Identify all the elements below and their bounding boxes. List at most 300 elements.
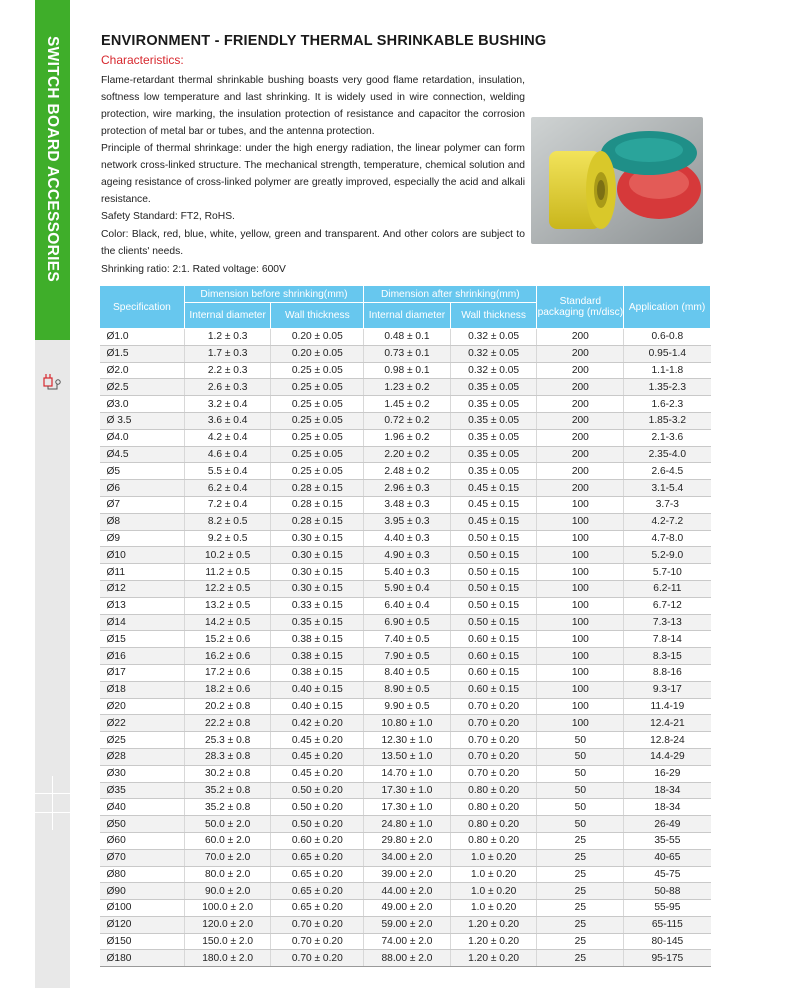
internal-after-cell: 74.00 ± 2.0 [364,933,451,950]
application-cell: 0.95-1.4 [624,345,711,362]
internal-after-cell: 4.40 ± 0.3 [364,530,451,547]
application-cell: 3.7-3 [624,496,711,513]
table-row [100,580,711,597]
packaging-cell: 100 [537,631,624,648]
wall-before-cell: 0.25 ± 0.05 [271,379,364,396]
spec-cell: Ø30 [100,765,185,782]
internal-after-cell: 8.40 ± 0.5 [364,664,451,681]
spec-table [99,285,711,967]
application-cell: 6.2-11 [624,580,711,597]
wall-after-cell: 0.80 ± 0.20 [450,816,537,833]
spec-cell: Ø 3.5 [100,412,185,429]
table-row [100,816,711,833]
wall-after-cell: 0.32 ± 0.05 [450,329,537,346]
internal-after-cell: 4.90 ± 0.3 [364,547,451,564]
internal-before-cell: 28.3 ± 0.8 [184,748,271,765]
internal-after-cell: 0.72 ± 0.2 [364,412,451,429]
spec-cell: Ø22 [100,715,185,732]
table-row [100,564,711,581]
internal-after-cell: 6.90 ± 0.5 [364,614,451,631]
wall-after-cell: 1.20 ± 0.20 [450,933,537,950]
wall-after-cell: 0.50 ± 0.15 [450,580,537,597]
wall-after-cell: 0.60 ± 0.15 [450,681,537,698]
header-wall-thickness-after: Wall thickness [450,303,537,329]
sidebar-gray-band [35,340,70,988]
spec-cell: Ø1.5 [100,345,185,362]
product-photo [531,117,703,244]
packaging-cell: 50 [537,799,624,816]
table-row [100,345,711,362]
packaging-cell: 100 [537,698,624,715]
internal-before-cell: 14.2 ± 0.5 [184,614,271,631]
application-cell: 1.1-1.8 [624,362,711,379]
table-row [100,362,711,379]
wall-after-cell: 1.0 ± 0.20 [450,883,537,900]
wall-before-cell: 0.50 ± 0.20 [271,782,364,799]
application-cell: 5.2-9.0 [624,547,711,564]
internal-before-cell: 25.3 ± 0.8 [184,732,271,749]
internal-before-cell: 12.2 ± 0.5 [184,580,271,597]
application-cell: 0.6-0.8 [624,329,711,346]
electric-plug-icon [43,373,63,391]
table-row [100,480,711,497]
application-cell: 5.7-10 [624,564,711,581]
wall-before-cell: 0.30 ± 0.15 [271,530,364,547]
table-row [100,866,711,883]
internal-before-cell: 100.0 ± 2.0 [184,900,271,917]
internal-before-cell: 120.0 ± 2.0 [184,916,271,933]
internal-after-cell: 59.00 ± 2.0 [364,916,451,933]
application-cell: 3.1-5.4 [624,480,711,497]
table-row [100,513,711,530]
wall-after-cell: 0.60 ± 0.15 [450,648,537,665]
internal-after-cell: 24.80 ± 1.0 [364,816,451,833]
packaging-cell: 200 [537,362,624,379]
internal-before-cell: 11.2 ± 0.5 [184,564,271,581]
description-paragraph-1: Flame-retardant thermal shrinkable bushing boasts very good flame retardation, insulation, softness low temperature and last shrinking. It is widely used in wire connection, welding protection, wire marking, the insulation protection of resistance and capacitor the corrosion protection of metal bar or tubes, and the antenna protection. [101,75,525,137]
wall-after-cell: 0.70 ± 0.20 [450,765,537,782]
table-row [100,329,711,346]
application-cell: 80-145 [624,933,711,950]
application-cell: 7.3-13 [624,614,711,631]
application-cell: 6.7-12 [624,597,711,614]
wall-after-cell: 0.35 ± 0.05 [450,446,537,463]
internal-after-cell: 1.23 ± 0.2 [364,379,451,396]
internal-before-cell: 4.6 ± 0.4 [184,446,271,463]
wall-before-cell: 0.30 ± 0.15 [271,547,364,564]
wall-before-cell: 0.38 ± 0.15 [271,648,364,665]
spec-cell: Ø13 [100,597,185,614]
spec-cell: Ø11 [100,564,185,581]
table-row [100,463,711,480]
internal-after-cell: 7.90 ± 0.5 [364,648,451,665]
wall-after-cell: 0.45 ± 0.15 [450,513,537,530]
table-row [100,396,711,413]
application-cell: 8.3-15 [624,648,711,665]
application-cell: 12.4-21 [624,715,711,732]
wall-before-cell: 0.60 ± 0.20 [271,832,364,849]
wall-before-cell: 0.42 ± 0.20 [271,715,364,732]
internal-before-cell: 80.0 ± 2.0 [184,866,271,883]
packaging-cell: 25 [537,933,624,950]
wall-after-cell: 0.60 ± 0.15 [450,631,537,648]
table-row [100,614,711,631]
internal-before-cell: 70.0 ± 2.0 [184,849,271,866]
wall-after-cell: 0.35 ± 0.05 [450,396,537,413]
spec-cell: Ø18 [100,681,185,698]
wall-before-cell: 0.28 ± 0.15 [271,496,364,513]
internal-after-cell: 44.00 ± 2.0 [364,883,451,900]
wall-before-cell: 0.28 ± 0.15 [271,513,364,530]
spec-cell: Ø2.0 [100,362,185,379]
packaging-cell: 25 [537,916,624,933]
spec-cell: Ø70 [100,849,185,866]
packaging-cell: 200 [537,329,624,346]
spec-cell: Ø15 [100,631,185,648]
spec-cell: Ø50 [100,816,185,833]
spec-cell: Ø90 [100,883,185,900]
internal-before-cell: 60.0 ± 2.0 [184,832,271,849]
internal-after-cell: 1.45 ± 0.2 [364,396,451,413]
application-cell: 9.3-17 [624,681,711,698]
packaging-cell: 100 [537,564,624,581]
wall-after-cell: 0.50 ± 0.15 [450,530,537,547]
internal-after-cell: 17.30 ± 1.0 [364,782,451,799]
wall-before-cell: 0.25 ± 0.05 [271,362,364,379]
application-cell: 8.8-16 [624,664,711,681]
internal-before-cell: 150.0 ± 2.0 [184,933,271,950]
packaging-cell: 100 [537,530,624,547]
table-row [100,379,711,396]
wall-before-cell: 0.65 ± 0.20 [271,866,364,883]
internal-after-cell: 88.00 ± 2.0 [364,950,451,967]
internal-before-cell: 9.2 ± 0.5 [184,530,271,547]
wall-after-cell: 0.70 ± 0.20 [450,715,537,732]
application-cell: 11.4-19 [624,698,711,715]
wall-before-cell: 0.25 ± 0.05 [271,429,364,446]
application-cell: 1.6-2.3 [624,396,711,413]
packaging-cell: 25 [537,849,624,866]
internal-before-cell: 22.2 ± 0.8 [184,715,271,732]
internal-after-cell: 5.40 ± 0.3 [364,564,451,581]
wall-before-cell: 0.40 ± 0.15 [271,681,364,698]
table-row [100,664,711,681]
table-row [100,547,711,564]
application-cell: 7.8-14 [624,631,711,648]
application-cell: 1.35-2.3 [624,379,711,396]
internal-after-cell: 12.30 ± 1.0 [364,732,451,749]
wall-before-cell: 0.38 ± 0.15 [271,631,364,648]
application-cell: 4.2-7.2 [624,513,711,530]
wall-after-cell: 0.70 ± 0.20 [450,748,537,765]
internal-before-cell: 30.2 ± 0.8 [184,765,271,782]
table-row [100,597,711,614]
internal-before-cell: 35.2 ± 0.8 [184,799,271,816]
internal-after-cell: 39.00 ± 2.0 [364,866,451,883]
internal-after-cell: 17.30 ± 1.0 [364,799,451,816]
packaging-cell: 100 [537,614,624,631]
packaging-cell: 200 [537,480,624,497]
header-internal-diameter-before: Internal diameter [184,303,271,329]
application-cell: 14.4-29 [624,748,711,765]
internal-after-cell: 8.90 ± 0.5 [364,681,451,698]
spec-cell: Ø28 [100,748,185,765]
description-paragraph-2: Principle of thermal shrinkage: under the high energy radiation, the linear polymer can form network cross-linked structure. The mechanical strength, temperature, chemical solution and ageing resistance of cross-linked polymer are greatly improved, especially the acid and alkali resistance. [101,143,525,205]
header-after-shrinking: Dimension after shrinking(mm) [364,286,537,303]
wall-after-cell: 1.0 ± 0.20 [450,900,537,917]
spec-cell: Ø80 [100,866,185,883]
table-row [100,950,711,967]
packaging-cell: 100 [537,496,624,513]
application-cell: 55-95 [624,900,711,917]
wall-before-cell: 0.25 ± 0.05 [271,446,364,463]
wall-after-cell: 0.80 ± 0.20 [450,782,537,799]
spec-cell: Ø10 [100,547,185,564]
wall-after-cell: 0.45 ± 0.15 [450,480,537,497]
application-cell: 2.6-4.5 [624,463,711,480]
application-cell: 95-175 [624,950,711,967]
wall-after-cell: 0.32 ± 0.05 [450,345,537,362]
wall-before-cell: 0.33 ± 0.15 [271,597,364,614]
packaging-cell: 100 [537,513,624,530]
application-cell: 18-34 [624,799,711,816]
wall-after-cell: 1.20 ± 0.20 [450,950,537,967]
internal-after-cell: 49.00 ± 2.0 [364,900,451,917]
wall-before-cell: 0.45 ± 0.20 [271,748,364,765]
spec-cell: Ø25 [100,732,185,749]
wall-after-cell: 1.0 ± 0.20 [450,849,537,866]
packaging-cell: 25 [537,866,624,883]
application-cell: 65-115 [624,916,711,933]
application-cell: 12.8-24 [624,732,711,749]
wall-before-cell: 0.28 ± 0.15 [271,480,364,497]
spec-cell: Ø60 [100,832,185,849]
internal-before-cell: 15.2 ± 0.6 [184,631,271,648]
internal-before-cell: 90.0 ± 2.0 [184,883,271,900]
internal-before-cell: 3.2 ± 0.4 [184,396,271,413]
packaging-cell: 200 [537,345,624,362]
internal-after-cell: 0.48 ± 0.1 [364,329,451,346]
table-row [100,681,711,698]
spec-cell: Ø5 [100,463,185,480]
wall-after-cell: 0.35 ± 0.05 [450,463,537,480]
spec-cell: Ø14 [100,614,185,631]
table-row [100,782,711,799]
packaging-cell: 200 [537,396,624,413]
wall-before-cell: 0.50 ± 0.20 [271,816,364,833]
table-row [100,933,711,950]
spec-cell: Ø6 [100,480,185,497]
packaging-cell: 200 [537,379,624,396]
table-row [100,832,711,849]
header-wall-thickness-before: Wall thickness [271,303,364,329]
wall-after-cell: 0.60 ± 0.15 [450,664,537,681]
packaging-cell: 100 [537,597,624,614]
internal-before-cell: 13.2 ± 0.5 [184,597,271,614]
internal-before-cell: 10.2 ± 0.5 [184,547,271,564]
spec-cell: Ø4.5 [100,446,185,463]
header-packaging: Standard packaging (m/disc) [537,286,624,329]
wall-before-cell: 0.25 ± 0.05 [271,396,364,413]
wall-after-cell: 1.0 ± 0.20 [450,866,537,883]
table-row [100,799,711,816]
wall-before-cell: 0.35 ± 0.15 [271,614,364,631]
internal-before-cell: 6.2 ± 0.4 [184,480,271,497]
table-row [100,446,711,463]
packaging-cell: 50 [537,782,624,799]
spec-cell: Ø4.0 [100,429,185,446]
packaging-cell: 50 [537,816,624,833]
internal-after-cell: 13.50 ± 1.0 [364,748,451,765]
internal-after-cell: 9.90 ± 0.5 [364,698,451,715]
header-application: Application (mm) [624,286,711,329]
application-cell: 50-88 [624,883,711,900]
internal-after-cell: 0.98 ± 0.1 [364,362,451,379]
table-row [100,916,711,933]
internal-before-cell: 8.2 ± 0.5 [184,513,271,530]
internal-before-cell: 16.2 ± 0.6 [184,648,271,665]
wall-after-cell: 0.70 ± 0.20 [450,732,537,749]
internal-after-cell: 3.48 ± 0.3 [364,496,451,513]
table-row [100,732,711,749]
internal-before-cell: 180.0 ± 2.0 [184,950,271,967]
packaging-cell: 25 [537,950,624,967]
wall-before-cell: 0.70 ± 0.20 [271,916,364,933]
internal-before-cell: 17.2 ± 0.6 [184,664,271,681]
table-row [100,412,711,429]
internal-after-cell: 5.90 ± 0.4 [364,580,451,597]
internal-before-cell: 4.2 ± 0.4 [184,429,271,446]
sidebar-vertical-title: SWITCH BOARD ACCESSORIES [44,36,61,283]
application-cell: 40-65 [624,849,711,866]
application-cell: 4.7-8.0 [624,530,711,547]
section-subtitle: Characteristics: [101,53,184,67]
spec-cell: Ø3.0 [100,396,185,413]
wall-before-cell: 0.45 ± 0.20 [271,765,364,782]
internal-after-cell: 6.40 ± 0.4 [364,597,451,614]
wall-after-cell: 0.32 ± 0.05 [450,362,537,379]
wall-after-cell: 0.35 ± 0.05 [450,412,537,429]
table-row [100,900,711,917]
wall-after-cell: 0.70 ± 0.20 [450,698,537,715]
application-cell: 45-75 [624,866,711,883]
internal-before-cell: 5.5 ± 0.4 [184,463,271,480]
internal-after-cell: 7.40 ± 0.5 [364,631,451,648]
spec-cell: Ø17 [100,664,185,681]
packaging-cell: 50 [537,765,624,782]
wall-before-cell: 0.20 ± 0.05 [271,345,364,362]
table-row [100,496,711,513]
wall-after-cell: 0.50 ± 0.15 [450,614,537,631]
packaging-cell: 100 [537,547,624,564]
wall-before-cell: 0.40 ± 0.15 [271,698,364,715]
header-before-shrinking: Dimension before shrinking(mm) [184,286,363,303]
spec-cell: Ø180 [100,950,185,967]
application-cell: 1.85-3.2 [624,412,711,429]
header-internal-diameter-after: Internal diameter [364,303,451,329]
wall-after-cell: 0.80 ± 0.20 [450,799,537,816]
application-cell: 26-49 [624,816,711,833]
table-row [100,748,711,765]
application-cell: 35-55 [624,832,711,849]
wall-before-cell: 0.70 ± 0.20 [271,950,364,967]
table-row [100,631,711,648]
internal-before-cell: 18.2 ± 0.6 [184,681,271,698]
internal-before-cell: 35.2 ± 0.8 [184,782,271,799]
spec-table-body [100,329,711,967]
wall-after-cell: 1.20 ± 0.20 [450,916,537,933]
wall-after-cell: 0.45 ± 0.15 [450,496,537,513]
spec-cell: Ø12 [100,580,185,597]
spec-cell: Ø1.0 [100,329,185,346]
internal-after-cell: 2.96 ± 0.3 [364,480,451,497]
packaging-cell: 50 [537,732,624,749]
packaging-cell: 100 [537,648,624,665]
wall-before-cell: 0.65 ± 0.20 [271,849,364,866]
internal-before-cell: 20.2 ± 0.8 [184,698,271,715]
packaging-cell: 200 [537,429,624,446]
wall-before-cell: 0.38 ± 0.15 [271,664,364,681]
wall-after-cell: 0.50 ± 0.15 [450,547,537,564]
spec-cell: Ø35 [100,782,185,799]
internal-after-cell: 2.48 ± 0.2 [364,463,451,480]
application-cell: 16-29 [624,765,711,782]
wall-before-cell: 0.25 ± 0.05 [271,412,364,429]
spec-cell: Ø16 [100,648,185,665]
wall-before-cell: 0.65 ± 0.20 [271,900,364,917]
table-row [100,429,711,446]
application-cell: 2.1-3.6 [624,429,711,446]
packaging-cell: 100 [537,715,624,732]
spec-cell: Ø8 [100,513,185,530]
spec-cell: Ø2.5 [100,379,185,396]
table-row [100,648,711,665]
table-row [100,698,711,715]
wall-before-cell: 0.45 ± 0.20 [271,732,364,749]
application-cell: 2.35-4.0 [624,446,711,463]
wall-before-cell: 0.70 ± 0.20 [271,933,364,950]
table-row [100,530,711,547]
description-paragraph-4: Color: Black, red, blue, white, yellow, green and transparent. And other colors are subject to the clients' needs. [101,229,525,257]
packaging-cell: 200 [537,412,624,429]
packaging-cell: 25 [537,900,624,917]
packaging-cell: 100 [537,664,624,681]
wall-before-cell: 0.30 ± 0.15 [271,580,364,597]
wall-after-cell: 0.35 ± 0.05 [450,429,537,446]
table-row [100,883,711,900]
wall-before-cell: 0.65 ± 0.20 [271,883,364,900]
packaging-cell: 200 [537,446,624,463]
table-row [100,849,711,866]
description-paragraph-3: Safety Standard: FT2, RoHS. [101,211,235,222]
internal-before-cell: 1.2 ± 0.3 [184,329,271,346]
table-row [100,715,711,732]
internal-after-cell: 14.70 ± 1.0 [364,765,451,782]
wall-after-cell: 0.35 ± 0.05 [450,379,537,396]
spec-cell: Ø150 [100,933,185,950]
internal-after-cell: 2.20 ± 0.2 [364,446,451,463]
wall-after-cell: 0.80 ± 0.20 [450,832,537,849]
internal-before-cell: 50.0 ± 2.0 [184,816,271,833]
internal-before-cell: 3.6 ± 0.4 [184,412,271,429]
wall-after-cell: 0.50 ± 0.15 [450,597,537,614]
spec-cell: Ø100 [100,900,185,917]
page-title: ENVIRONMENT - FRIENDLY THERMAL SHRINKABLE BUSHING [101,33,547,49]
wall-before-cell: 0.50 ± 0.20 [271,799,364,816]
packaging-cell: 100 [537,681,624,698]
packaging-cell: 25 [537,832,624,849]
wall-after-cell: 0.50 ± 0.15 [450,564,537,581]
